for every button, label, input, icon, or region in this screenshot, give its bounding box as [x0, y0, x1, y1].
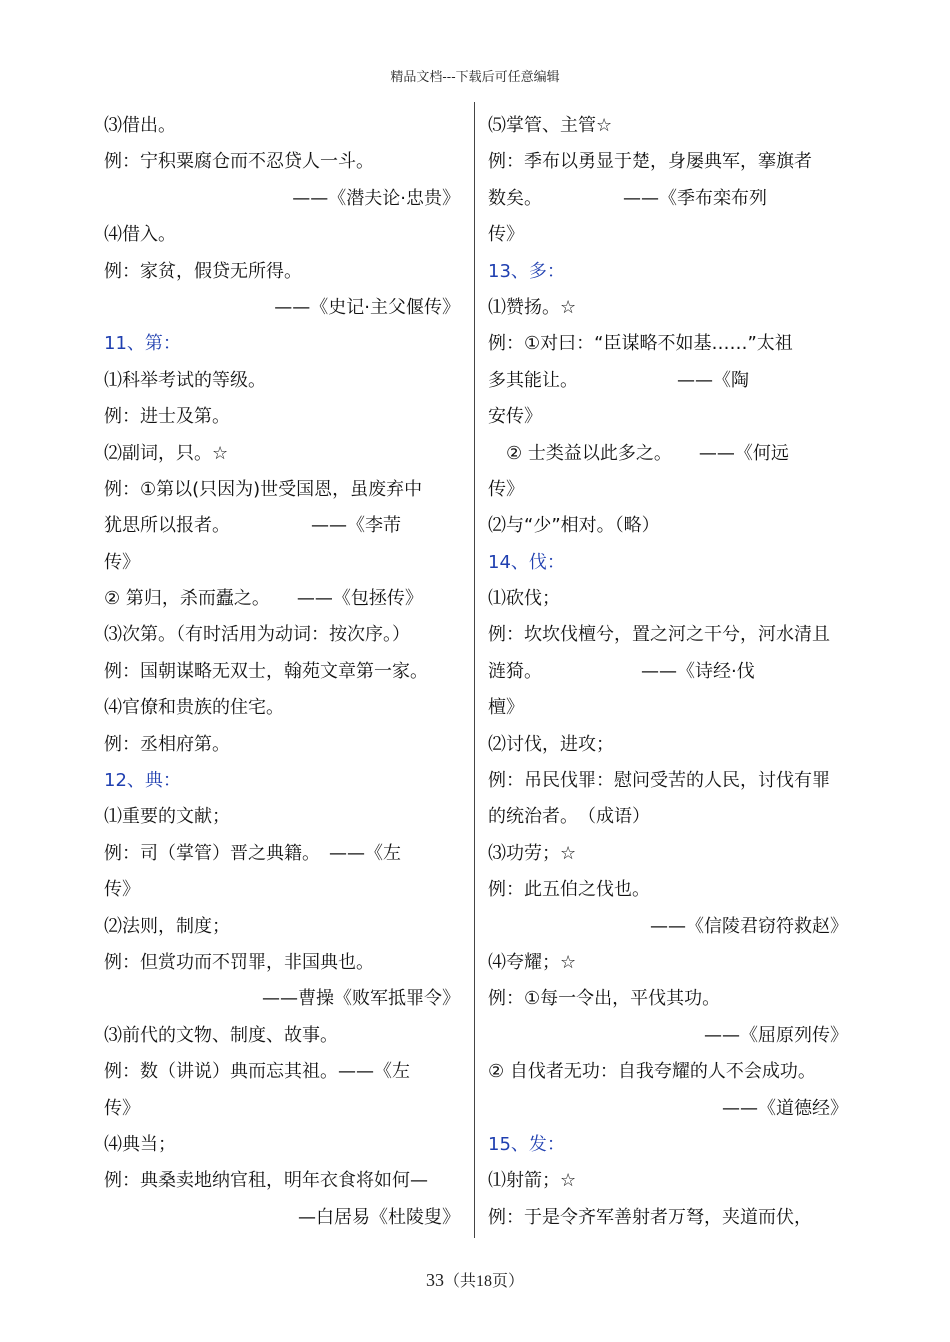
text-line: 多其能让。 ——《陶 [488, 369, 749, 391]
text-line: 檀》 [488, 697, 524, 719]
text-line: ——《信陵君窃符救赵》 [650, 915, 848, 937]
text-line: ⑵副词，只。☆ [104, 442, 229, 464]
text-line: ⑴重要的文献； [104, 806, 230, 828]
text-line: ⑶前代的文物、制度、故事。 [104, 1024, 338, 1046]
entry-heading: 15、发： [488, 1133, 565, 1155]
text-line: ——《史记·主父偃传》 [274, 296, 460, 318]
text-line: 例：宁积粟腐仓而不忍贷人一斗。 [104, 151, 374, 173]
text-line: 例：进士及第。 [104, 406, 230, 428]
text-line: 例：①每一令出，平伐其功。 [488, 988, 721, 1010]
text-line: 例：司（掌管）晋之典籍。 ——《左 [104, 842, 401, 864]
page-footer [0, 1268, 950, 1291]
text-line: ——《屈原列传》 [704, 1024, 848, 1046]
text-line: ⑶借出。 [104, 115, 176, 136]
text-line: ⑷夸耀；☆ [488, 951, 577, 973]
text-line: 安传》 [488, 406, 542, 428]
text-line: ——《潜夫论·忠贵》 [292, 187, 460, 209]
text-line: ② 第归，杀而蠹之。 ——《包拯传》 [104, 588, 423, 610]
text-line: ⑶次第。（有时活用为动词：按次序。） [104, 624, 410, 646]
text-line: ⑴科举考试的等级。 [104, 369, 266, 391]
entry-heading: 11、第： [104, 333, 181, 355]
text-line: ⑴砍伐； [488, 588, 560, 610]
page-header: 精品文档---下载后可任意编辑 [390, 70, 560, 85]
text-line: 例：典桑卖地纳官租，明年衣食将如何— [104, 1170, 428, 1192]
text-line: 的统治者。 （成语） [488, 806, 650, 828]
text-line: ② 自伐者无功：自我夸耀的人不会成功。 [488, 1061, 816, 1083]
text-line: ② 士类益以此多之。 ——《何远 [506, 442, 789, 464]
text-line: 例：季布以勇显于楚，身屡典军，搴旗者 [488, 151, 812, 173]
text-line: 传》 [488, 478, 524, 500]
entry-heading: 13、多： [488, 260, 565, 282]
text-line: ⑷典当； [104, 1133, 176, 1155]
text-line: 例：①第以(只因为)世受国恩，虽废弃中 [104, 478, 423, 500]
entry-heading: 12、典： [104, 770, 181, 792]
text-line: 例：吊民伐罪：慰问受苦的人民，讨伐有罪 [488, 770, 830, 792]
page-number: 33 [425, 1270, 444, 1290]
text-line: 例：①对曰：“臣谋略不如基……”太祖 [488, 333, 793, 355]
text-line: 数矣。 ——《季布栾布列 [488, 187, 767, 209]
text-line: 传》 [104, 879, 140, 901]
text-line: 例：于是令齐军善射者万弩，夹道而伏， [488, 1206, 812, 1228]
text-line: ⑴赞扬。☆ [488, 296, 577, 318]
text-line: 例：丞相府第。 [104, 733, 230, 755]
text-line: 涟猗。 ——《诗经·伐 [488, 660, 755, 682]
column-divider [474, 102, 475, 1238]
text-line: ——曹操《败军抵罪令》 [262, 988, 460, 1010]
text-line: ⑴射箭；☆ [488, 1170, 577, 1192]
text-line: 传》 [488, 224, 524, 246]
page-total: （共18页） [443, 1273, 524, 1290]
right-column [488, 108, 848, 1236]
text-line: 传》 [104, 1097, 140, 1119]
left-column [104, 108, 460, 1236]
text-line: —白居易《杜陵叟》 [298, 1206, 460, 1228]
text-line: ⑵与“少”相对。（略） [488, 515, 660, 537]
text-line: 例：国朝谋略无双士，翰苑文章第一家。 [104, 660, 428, 682]
text-line: 例：但赏功而不罚罪，非国典也。 [104, 951, 374, 973]
text-line: ⑵讨伐，进攻； [488, 733, 614, 755]
text-line: ⑷官僚和贵族的住宅。 [104, 697, 284, 719]
text-line: ⑷借入。 [104, 224, 176, 246]
text-line: 传》 [104, 551, 140, 573]
text-line: ⑸掌管、主管☆ [488, 115, 613, 136]
text-line: 例：坎坎伐檀兮，置之河之干兮，河水清且 [488, 624, 830, 646]
text-line: 犹思所以报者。 ——《李芾 [104, 515, 401, 537]
text-line: 例：数（讲说）典而忘其祖。——《左 [104, 1061, 410, 1083]
entry-heading: 14、伐： [488, 551, 565, 573]
text-line: 例：家贫，假贷无所得。 [104, 260, 302, 282]
text-line: ⑵法则，制度； [104, 915, 230, 937]
text-line: ——《道德经》 [722, 1097, 848, 1119]
text-line: 例：此五伯之伐也。 [488, 879, 650, 901]
text-line: ⑶功劳；☆ [488, 842, 577, 864]
